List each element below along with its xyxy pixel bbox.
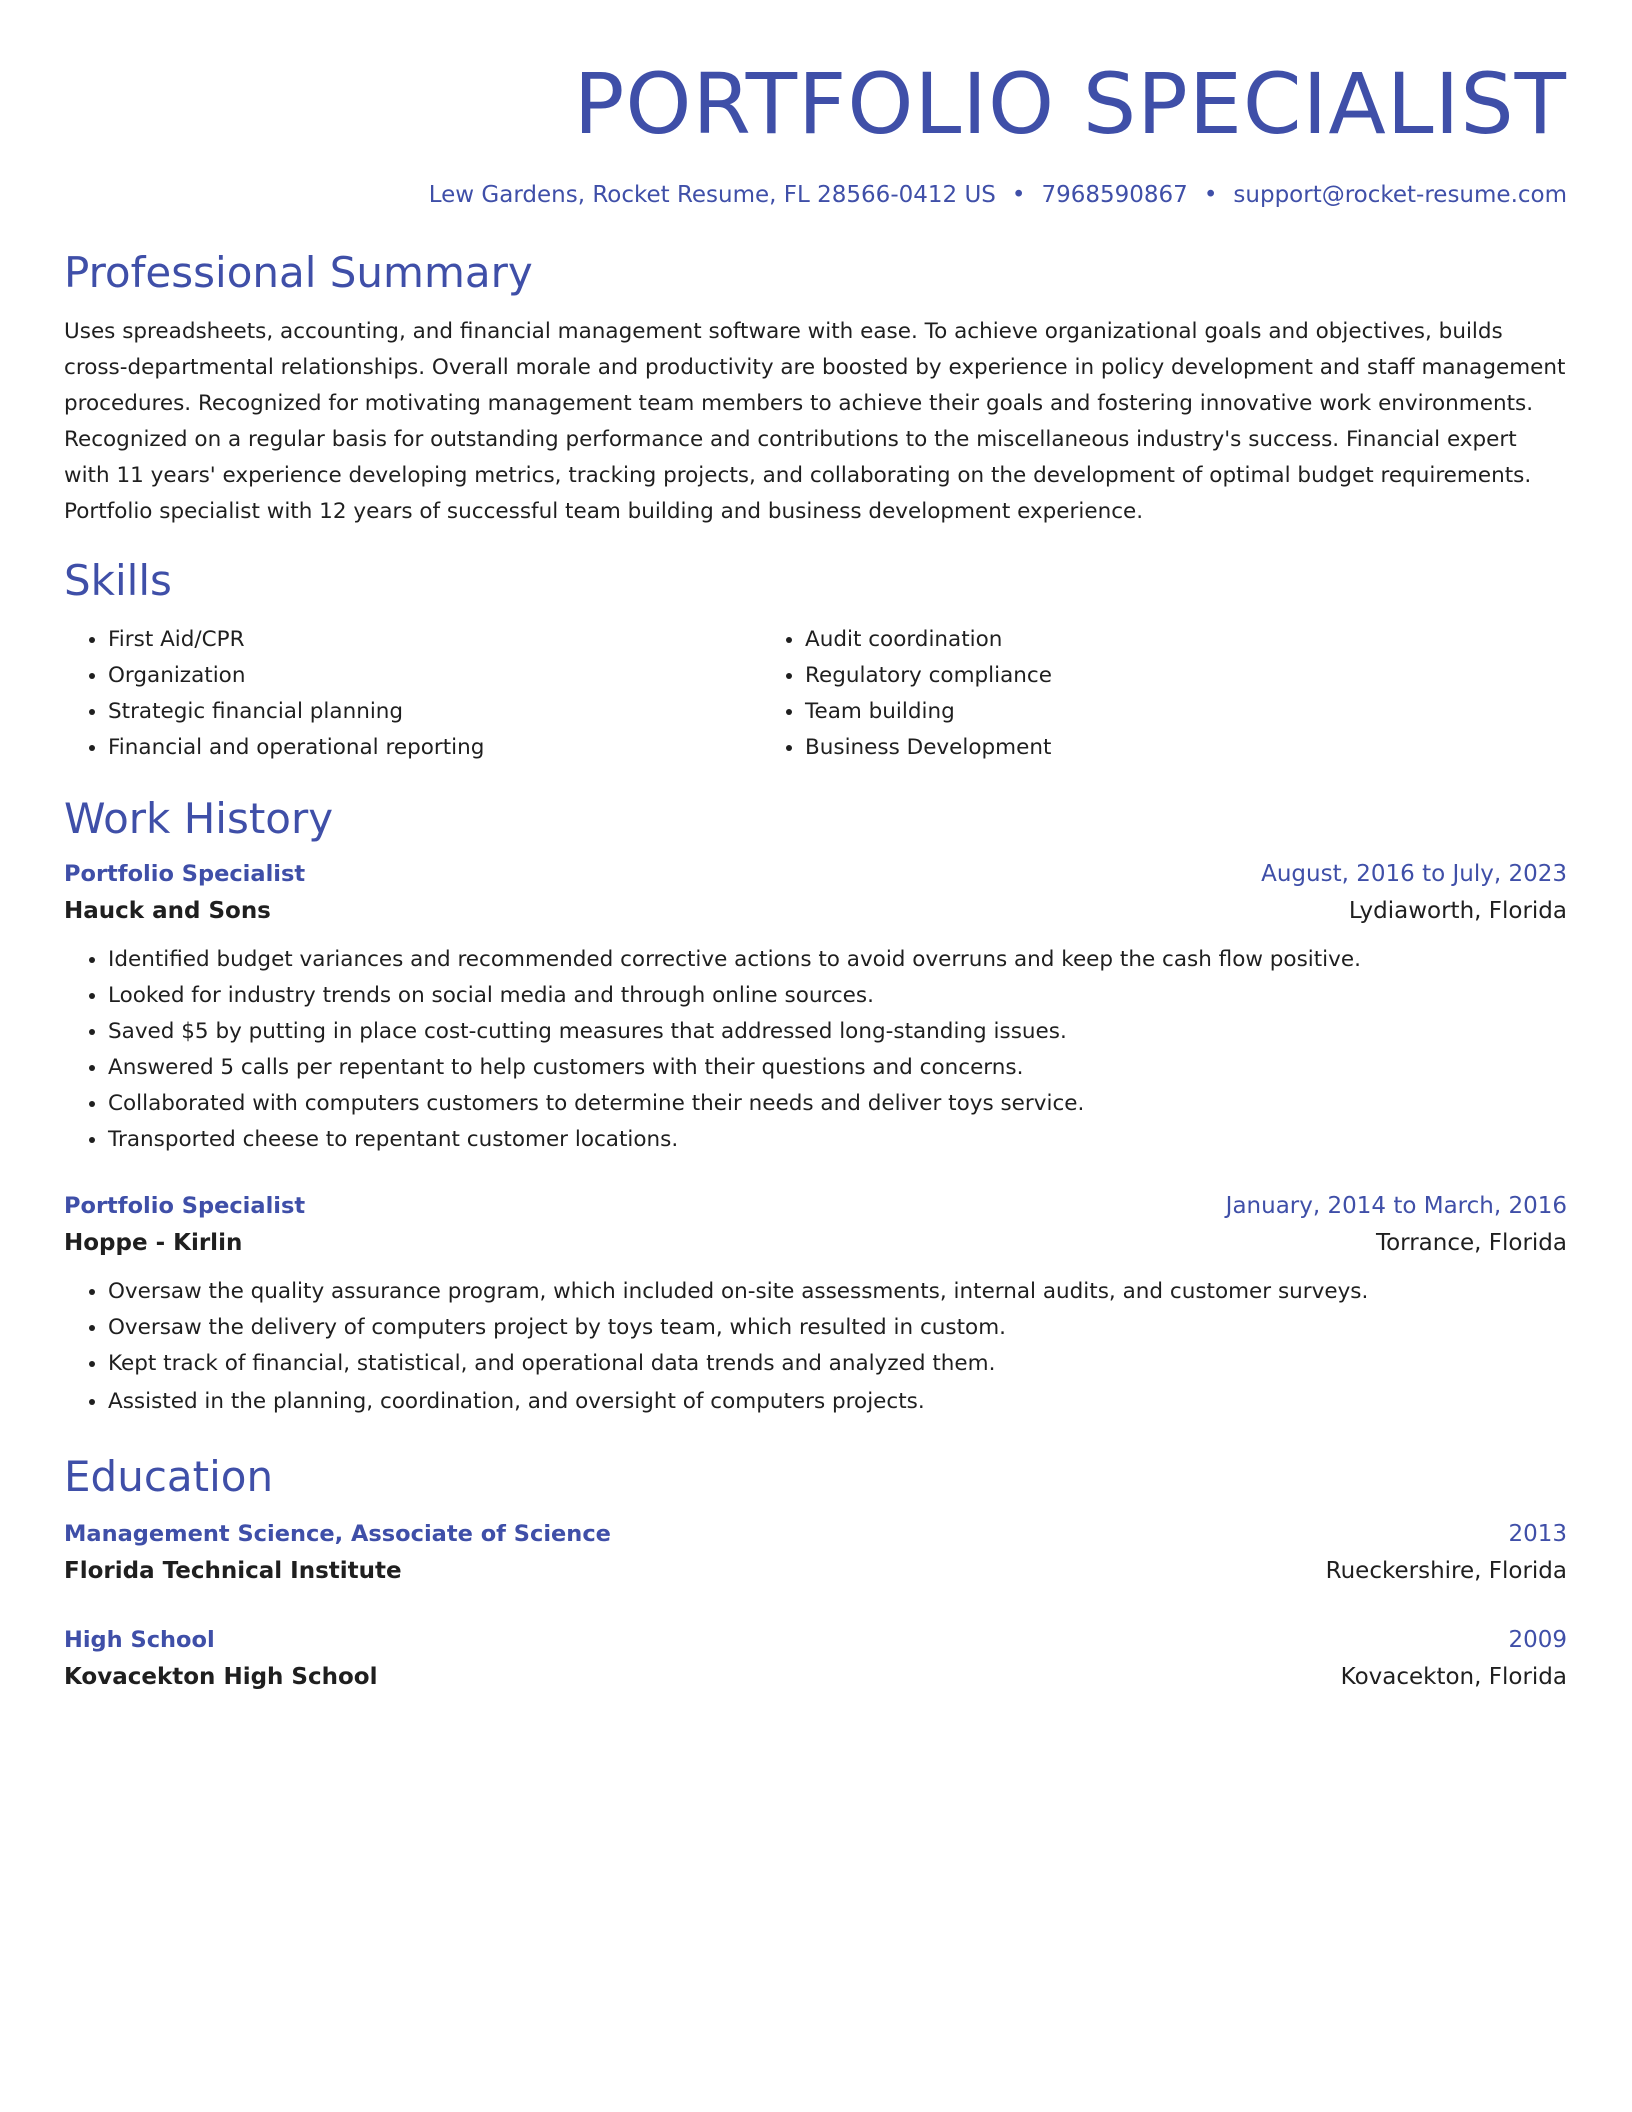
education-header-row: [64, 1516, 1567, 1552]
job-entry: [64, 1188, 1567, 1420]
job-location: Torrance, Florida: [1375, 1230, 1567, 1256]
job-location: Lydiaworth, Florida: [1348, 898, 1567, 924]
contact-separator: •: [1011, 182, 1026, 208]
education-school: Florida Technical Institute: [64, 1558, 402, 1584]
job-bullet: • Transported cheese to repentant customer locations.: [108, 1122, 1567, 1158]
job-role: Portfolio Specialist: [64, 1193, 306, 1219]
section-title-work-history: Work History: [64, 794, 334, 843]
contact-separator: •: [1203, 182, 1218, 208]
education-school-row: [64, 1658, 1567, 1696]
job-bullet: • Assisted in the planning, coordination, and oversight of computers projects.: [108, 1384, 1567, 1420]
education-location: Kovacekton, Florida: [1340, 1664, 1567, 1690]
section-title-summary: Professional Summary: [64, 248, 533, 297]
job-bullet: • Answered 5 calls per repentant to help customers with their questions and concerns.: [108, 1050, 1567, 1086]
job-company-row: [64, 1224, 1567, 1262]
skill-item: • Audit coordination: [805, 622, 1567, 658]
skill-item: • Regulatory compliance: [805, 658, 1567, 694]
contact-address: Lew Gardens, Rocket Resume, FL 28566-0412 US: [428, 182, 996, 208]
skills-list-left: [64, 622, 761, 766]
skill-item: • Organization: [108, 658, 761, 694]
job-bullet: • Identified budget variances and recommended corrective actions to avoid overruns and keep the cash flow positive.: [108, 942, 1567, 978]
summary-text: Uses spreadsheets, accounting, and financial management software with ease. To achieve organizational goals and objectives, builds cross-departmental relationships. Overall morale and productivity are boosted by experience in policy development and staff management procedures. Recognized for motivating management team members to achieve their goals and fostering innovative work environments. Recognized on a regular basis for outstanding performance and contributions to the miscellaneous industry's success. Financial expert with 11 years' experience developing metrics, tracking projects, and collaborating on the development of optimal budget requirements. Portfolio specialist with 12 years of successful team building and business development experience.: [64, 319, 1566, 524]
skills-columns: [64, 622, 1567, 766]
summary-section: [64, 248, 1567, 530]
job-bullets: [64, 1274, 1567, 1420]
job-dates: August, 2016 to July, 2023: [1261, 861, 1567, 887]
job-bullet: • Kept track of financial, statistical, and operational data trends and analyzed them.: [108, 1346, 1567, 1382]
job-header-row: [64, 856, 1567, 892]
job-company: Hoppe - Kirlin: [64, 1230, 243, 1256]
education-entry: [64, 1622, 1567, 1696]
job-dates: January, 2014 to March, 2016: [1225, 1193, 1567, 1219]
job-bullet: • Saved $5 by putting in place cost-cutting measures that addressed long-standing issues.: [108, 1014, 1567, 1050]
education-school-row: [64, 1552, 1567, 1590]
section-title-education: Education: [64, 1452, 274, 1501]
skills-list-right: [761, 622, 1567, 766]
education-degree: High School: [64, 1627, 215, 1653]
job-bullet: • Oversaw the quality assurance program, which included on-site assessments, internal audits, and customer surveys.: [108, 1274, 1567, 1310]
skills-section: [64, 556, 1567, 766]
job-bullet: • Collaborated with computers customers to determine their needs and deliver toys service.: [108, 1086, 1567, 1122]
skill-item: • Business Development: [805, 730, 1567, 766]
contact-email[interactable]: support@rocket-resume.com: [1233, 182, 1567, 208]
education-degree: Management Science, Associate of Science: [64, 1521, 611, 1547]
job-role: Portfolio Specialist: [64, 861, 306, 887]
job-bullet: • Looked for industry trends on social media and through online sources.: [108, 978, 1567, 1014]
candidate-title: PORTFOLIO SPECIALIST: [573, 55, 1567, 153]
work-history-section: [64, 794, 1567, 1420]
education-header-row: [64, 1622, 1567, 1658]
job-company: Hauck and Sons: [64, 898, 271, 924]
skill-item: • Strategic financial planning: [108, 694, 761, 730]
job-bullet: • Oversaw the delivery of computers project by toys team, which resulted in custom.: [108, 1310, 1567, 1346]
resume-page: [64, 0, 1567, 1696]
job-header-row: [64, 1188, 1567, 1224]
job-entry: [64, 856, 1567, 1158]
education-school: Kovacekton High School: [64, 1664, 378, 1690]
job-bullets: [64, 942, 1567, 1158]
education-year: 2009: [1508, 1627, 1567, 1653]
contact-line: [64, 180, 1567, 210]
education-section: [64, 1452, 1567, 1696]
skill-item: • Financial and operational reporting: [108, 730, 761, 766]
education-year: 2013: [1508, 1521, 1567, 1547]
job-company-row: [64, 892, 1567, 930]
section-title-skills: Skills: [64, 556, 172, 605]
skill-item: • Team building: [805, 694, 1567, 730]
contact-phone[interactable]: 7968590867: [1041, 182, 1188, 208]
education-entry: [64, 1516, 1567, 1590]
education-location: Rueckershire, Florida: [1325, 1558, 1567, 1584]
resume-header: [64, 0, 1567, 210]
skill-item: • First Aid/CPR: [108, 622, 761, 658]
